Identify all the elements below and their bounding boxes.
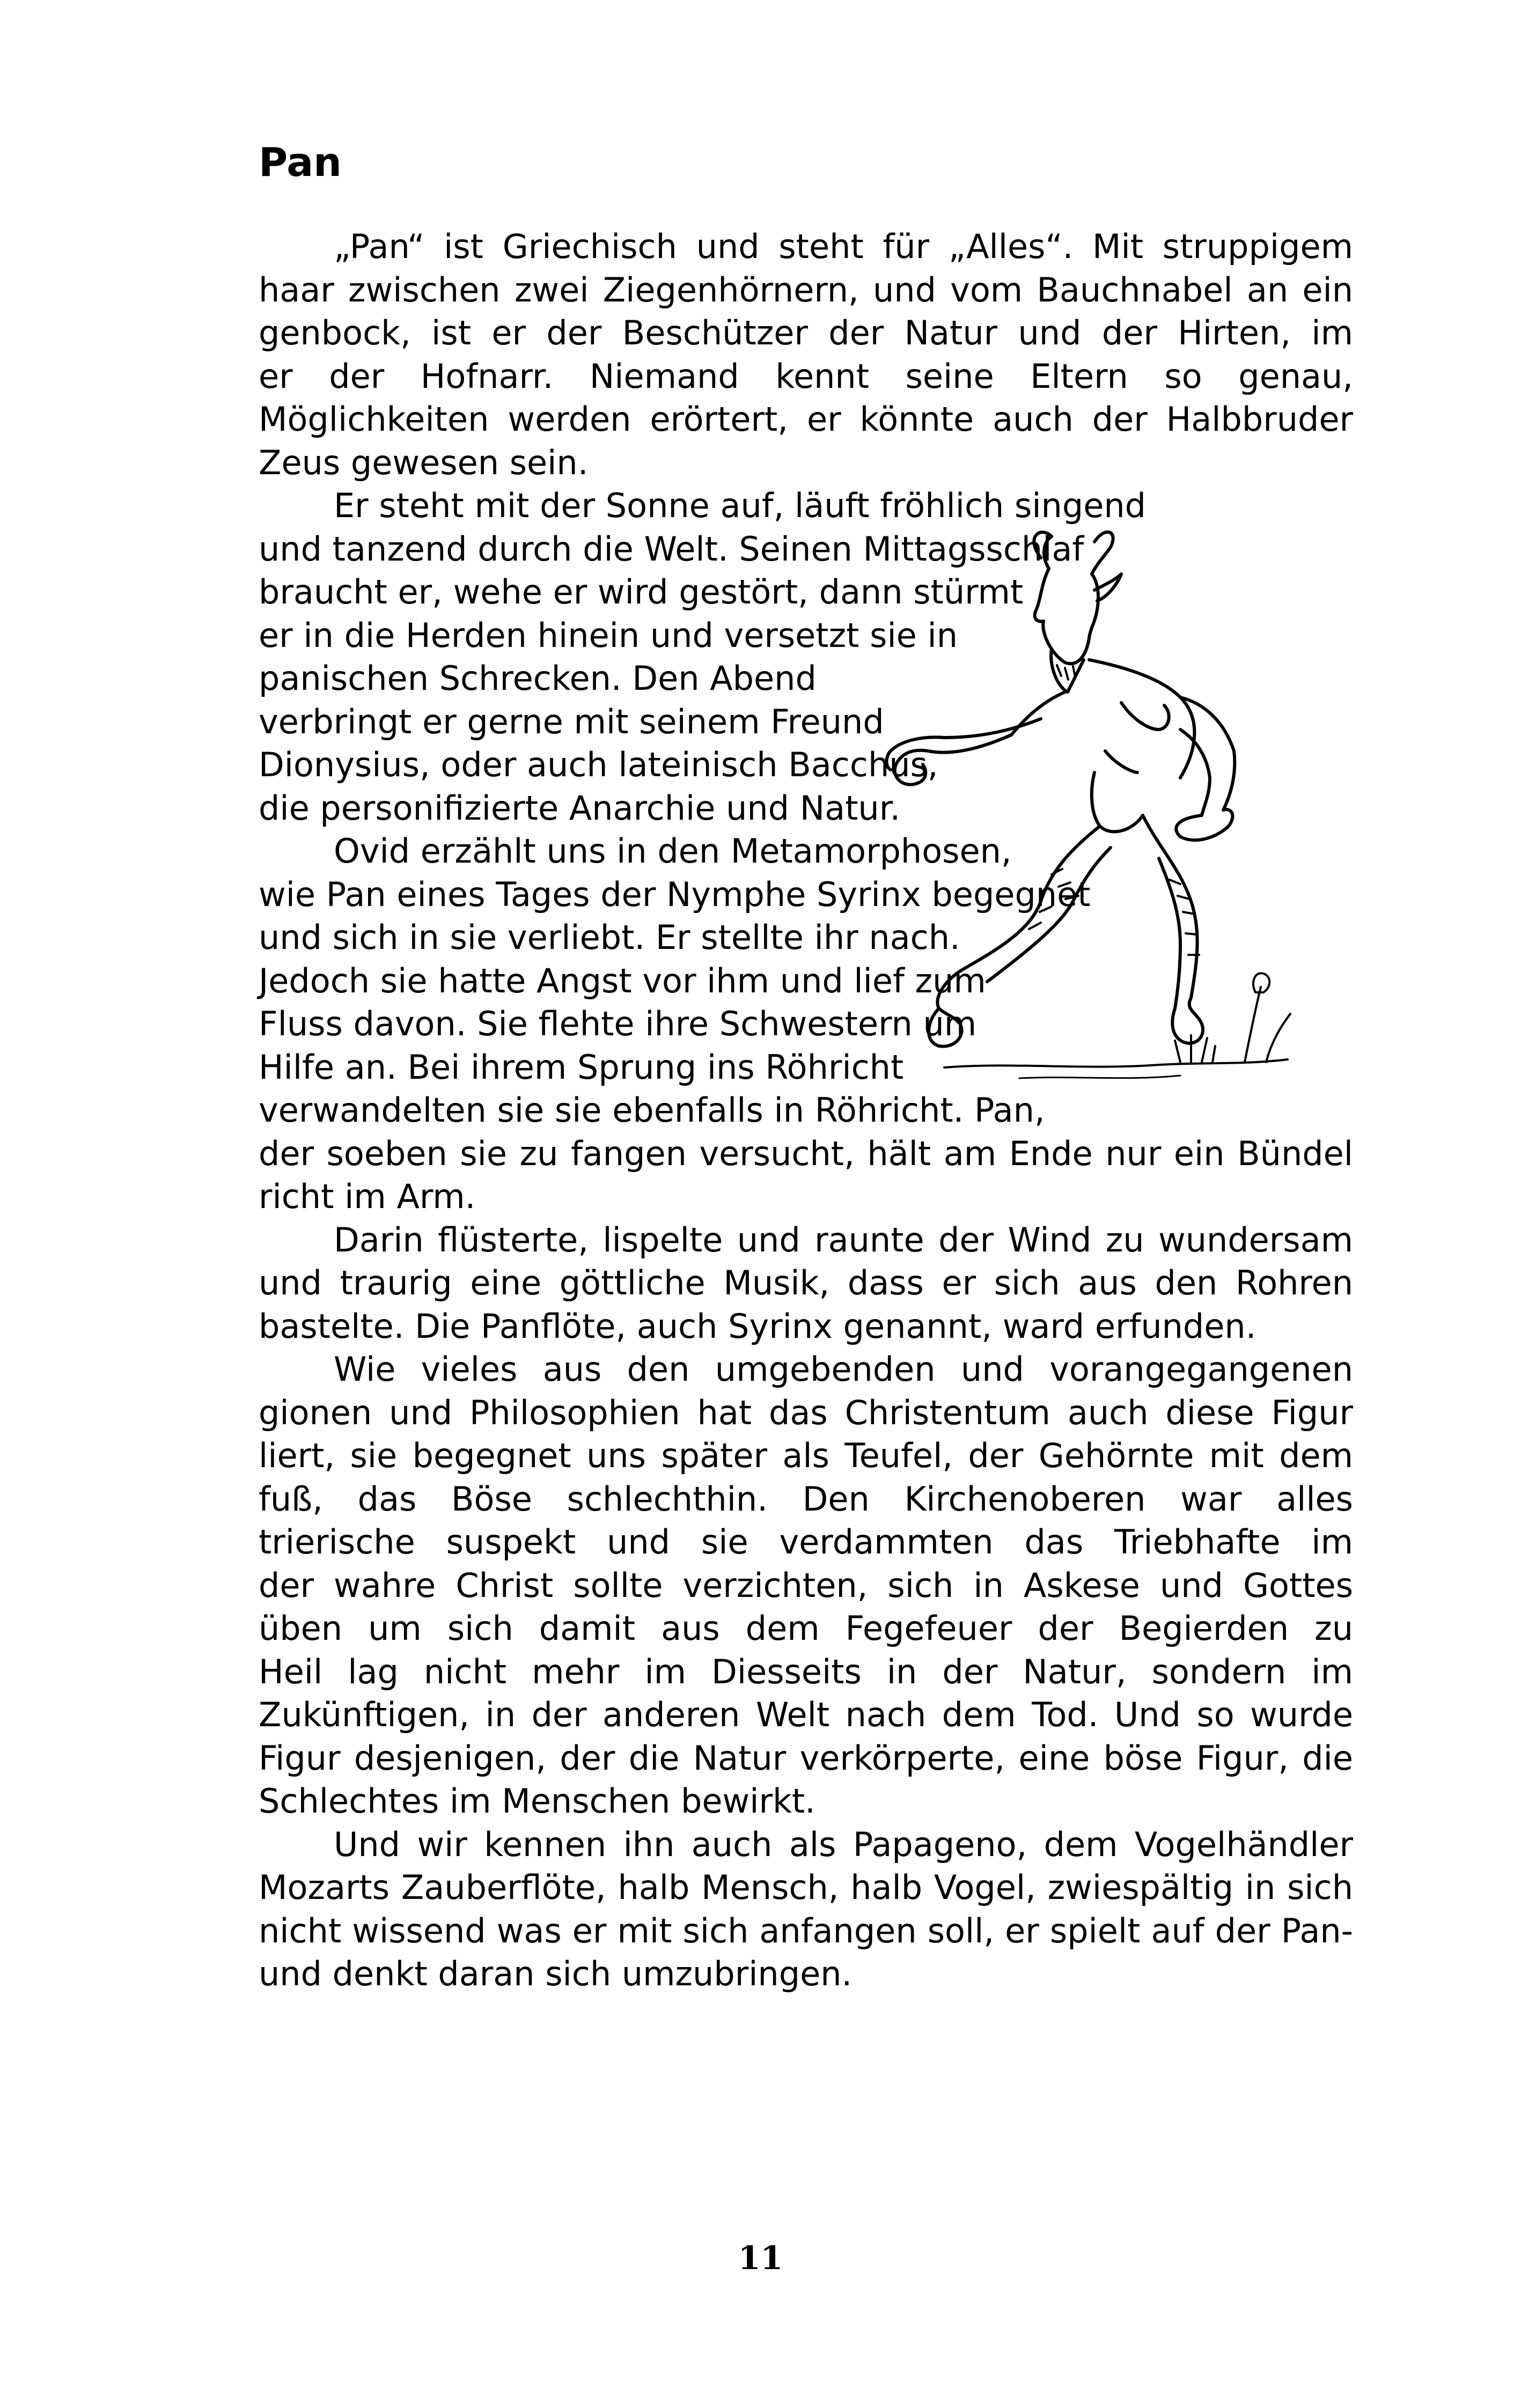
text-line: braucht er, wehe er wird gestört, dann stürmt bbox=[259, 572, 1024, 612]
text-line: er der Hofnarr. Niemand kennt seine Eltern so genau, bbox=[259, 356, 1353, 396]
text-line: Hilfe an. Bei ihrem Sprung ins Röhricht bbox=[259, 1047, 904, 1087]
text-line: Und wir kennen ihn auch als Papageno, dem Vogelhändler bbox=[334, 1824, 1353, 1864]
text-line: verbringt er gerne mit seinem Freund bbox=[259, 702, 884, 741]
text-line: panischen Schrecken. Den Abend bbox=[259, 659, 817, 698]
text-line: genbock, ist er der Beschützer der Natur und der Hirten, im bbox=[259, 313, 1353, 352]
text-line: haar zwischen zwei Ziegenhörnern, und vom Bauchnabel an ein bbox=[259, 270, 1353, 310]
text-line: bastelte. Die Panflöte, auch Syrinx genannt, ward erfunden. bbox=[259, 1306, 1257, 1346]
text-line: Wie vieles aus den umgebenden und vorangegangenen bbox=[334, 1350, 1353, 1389]
text-line: Er steht mit der Sonne auf, läuft fröhlich singend bbox=[334, 486, 1147, 525]
text-line: die personifizierte Anarchie und Natur. bbox=[259, 788, 901, 828]
text-line: Mozarts Zauberflöte, halb Mensch, halb Vogel, zwiespältig in sich bbox=[259, 1868, 1353, 1907]
text-line: und traurig eine göttliche Musik, dass er sich aus den Rohren bbox=[259, 1263, 1353, 1302]
chapter-title: Pan bbox=[259, 139, 342, 186]
text-line: Schlechtes im Menschen bewirkt. bbox=[259, 1781, 815, 1821]
text-line: Möglichkeiten werden erörtert, er könnte auch der Halbbruder bbox=[259, 400, 1353, 439]
text-line: liert, sie begegnet uns später als Teufel, der Gehörnte mit dem bbox=[259, 1436, 1353, 1475]
paragraph-5 bbox=[259, 1348, 1353, 1823]
text-line: Ovid erzählt uns in den Metamorphosen, bbox=[334, 831, 1012, 871]
text-line: der wahre Christ sollte verzichten, sich in Askese und Gottes bbox=[259, 1565, 1353, 1605]
pan-illustration bbox=[880, 526, 1298, 1116]
text-line: Fluss davon. Sie flehte ihre Schwestern um bbox=[259, 1004, 977, 1043]
text-line: nicht wissend was er mit sich anfangen soll, er spielt auf der Pan- bbox=[259, 1911, 1353, 1950]
paragraph-4 bbox=[259, 1219, 1353, 1349]
paragraph-1 bbox=[259, 225, 1353, 484]
paragraph-6 bbox=[259, 1823, 1353, 1996]
text-line: trierische suspekt und sie verdammten das Triebhafte im bbox=[259, 1522, 1353, 1562]
text-line: Figur desjenigen, der die Natur verkörperte, eine böse Figur, die bbox=[259, 1738, 1353, 1778]
text-line: und sich in sie verliebt. Er stellte ihr nach. bbox=[259, 918, 960, 957]
text-line: Zeus gewesen sein. bbox=[259, 443, 589, 482]
text-line: verwandelten sie sie ebenfalls in Röhricht. Pan, bbox=[259, 1091, 1045, 1130]
text-line: Heil lag nicht mehr im Diesseits in der Natur, sondern im bbox=[259, 1652, 1353, 1691]
text-line: er in die Herden hinein und versetzt sie in bbox=[259, 615, 958, 655]
text-line: Jedoch sie hatte Angst vor ihm und lief zum bbox=[259, 961, 986, 1000]
text-line: richt im Arm. bbox=[259, 1177, 476, 1216]
page-number: 11 bbox=[738, 2240, 783, 2277]
text-line: der soeben sie zu fangen versucht, hält am Ende nur ein Bündel bbox=[259, 1133, 1353, 1173]
text-line: wie Pan eines Tages der Nymphe Syrinx begegnet bbox=[259, 874, 1091, 914]
text-line: üben um sich damit aus dem Fegefeuer der Begierden zu bbox=[259, 1609, 1353, 1648]
text-line: Zukünftigen, in der anderen Welt nach dem Tod. Und so wurde bbox=[259, 1695, 1353, 1734]
text-line: und tanzend durch die Welt. Seinen Mittagsschlaf bbox=[259, 529, 1084, 569]
text-line: „Pan“ ist Griechisch und steht für „Alles“. Mit struppigem bbox=[334, 227, 1353, 266]
text-line: Darin flüsterte, lispelte und raunte der Wind zu wundersam bbox=[334, 1220, 1353, 1260]
text-line: gionen und Philosophien hat das Christentum auch diese Figur bbox=[259, 1393, 1353, 1432]
text-line: fuß, das Böse schlechthin. Den Kirchenoberen war alles bbox=[259, 1479, 1353, 1519]
text-line: und denkt daran sich umzubringen. bbox=[259, 1954, 853, 1993]
text-line: Dionysius, oder auch lateinisch Bacchus, bbox=[259, 745, 938, 784]
